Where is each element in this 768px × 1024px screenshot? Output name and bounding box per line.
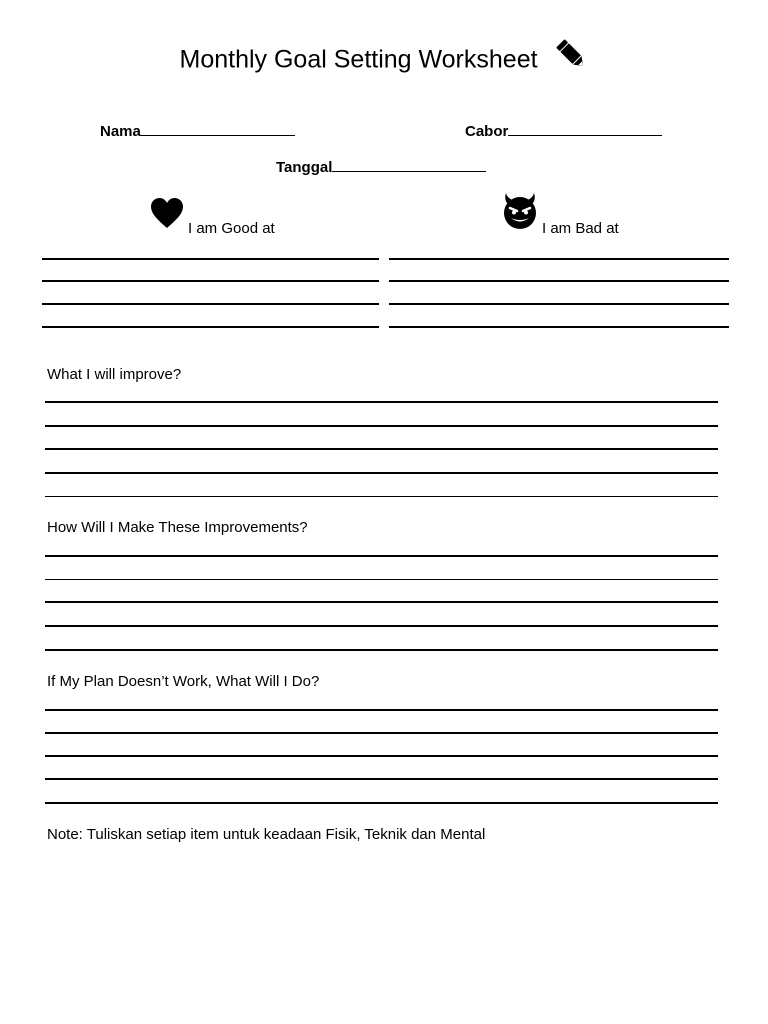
good-at-label: I am Good at <box>188 220 275 237</box>
bad-at-label: I am Bad at <box>542 220 619 237</box>
improve-line[interactable] <box>45 496 718 497</box>
bad-at-line[interactable] <box>389 258 729 260</box>
nama-blank[interactable] <box>141 121 295 136</box>
pencil-icon <box>553 36 589 72</box>
cabor-blank[interactable] <box>508 121 662 136</box>
good-at-line[interactable] <box>42 303 379 305</box>
how-line[interactable] <box>45 555 718 557</box>
plan-fail-line[interactable] <box>45 732 718 734</box>
nama-field[interactable] <box>100 121 295 140</box>
section-heading-how: How Will I Make These Improvements? <box>47 519 308 536</box>
improve-line[interactable] <box>45 448 718 450</box>
plan-fail-line[interactable] <box>45 709 718 711</box>
note-text: Note: Tuliskan setiap item untuk keadaan Fisik, Teknik dan Mental <box>47 826 486 843</box>
how-line[interactable] <box>45 649 718 651</box>
title-text: Monthly Goal Setting Worksheet <box>179 45 538 74</box>
section-heading-improve: What I will improve? <box>47 366 182 383</box>
improve-line[interactable] <box>45 472 718 474</box>
good-at-line[interactable] <box>42 280 379 282</box>
tanggal-field[interactable] <box>276 157 486 176</box>
plan-fail-line[interactable] <box>45 802 718 804</box>
improve-line[interactable] <box>45 401 718 403</box>
page-title <box>0 42 768 78</box>
plan-fail-line[interactable] <box>45 755 718 757</box>
heart-icon <box>150 197 184 229</box>
good-at-line[interactable] <box>42 258 379 260</box>
how-line[interactable] <box>45 579 718 580</box>
cabor-label: Cabor <box>465 123 509 140</box>
devil-face-icon <box>500 191 540 231</box>
tanggal-label: Tanggal <box>276 159 333 176</box>
how-line[interactable] <box>45 601 718 603</box>
section-heading-plan-fail: If My Plan Doesn’t Work, What Will I Do? <box>47 673 320 690</box>
tanggal-blank[interactable] <box>332 157 486 172</box>
plan-fail-line[interactable] <box>45 778 718 780</box>
bad-at-line[interactable] <box>389 280 729 282</box>
good-at-line[interactable] <box>42 326 379 328</box>
improve-line[interactable] <box>45 425 718 427</box>
nama-label: Nama <box>100 123 141 140</box>
cabor-field[interactable] <box>465 121 662 140</box>
bad-at-line[interactable] <box>389 326 729 328</box>
how-line[interactable] <box>45 625 718 627</box>
bad-at-line[interactable] <box>389 303 729 305</box>
